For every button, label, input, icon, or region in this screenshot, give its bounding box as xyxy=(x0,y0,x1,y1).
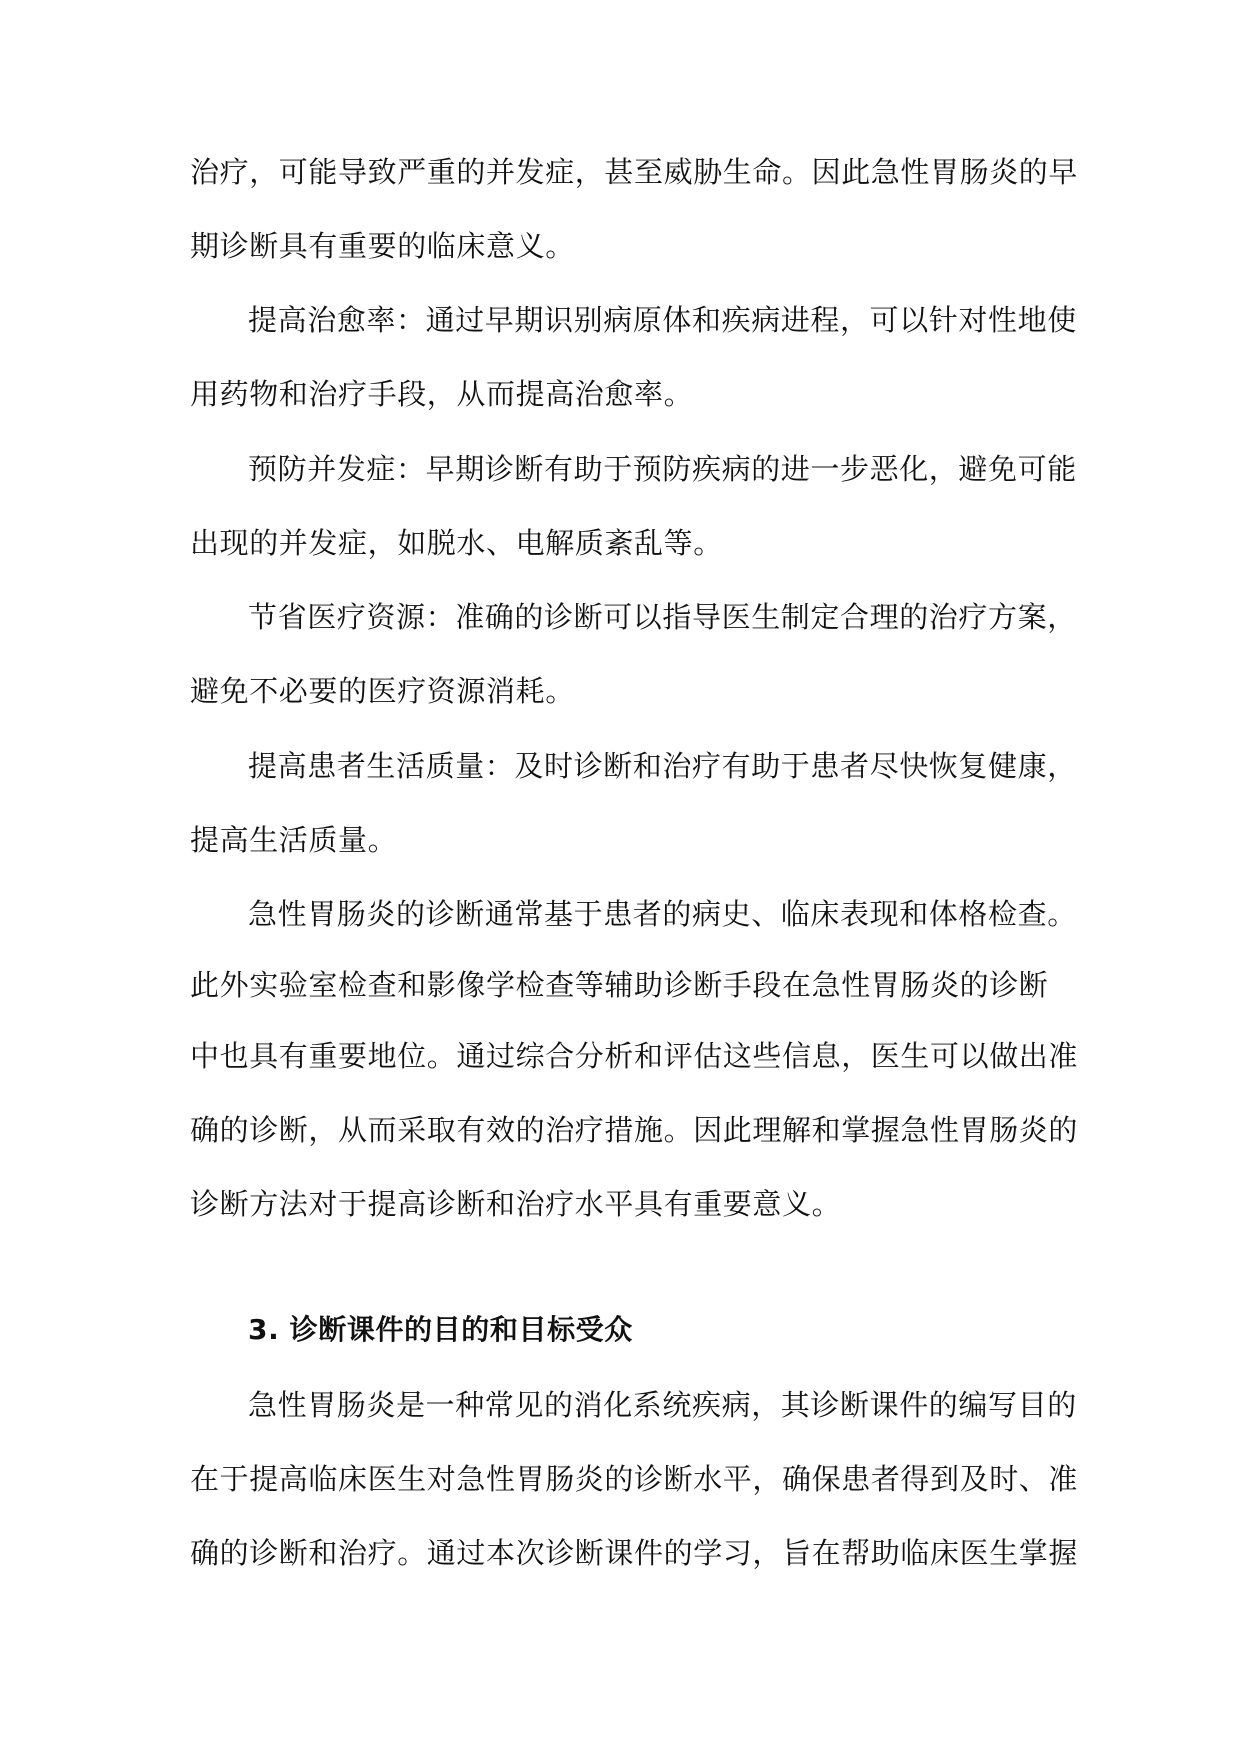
paragraph-line: 在于提高临床医生对急性胃肠炎的诊断水平，确保患者得到及时、准 xyxy=(190,1462,1079,1496)
paragraph-line: 确的诊断，从而采取有效的治疗措施。因此理解和掌握急性胃肠炎的 xyxy=(190,1113,1079,1147)
paragraph-line: 预防并发症：早期诊断有助于预防疾病的进一步恶化，避免可能 xyxy=(248,452,1077,486)
paragraph-line: 提高患者生活质量：及时诊断和治疗有助于患者尽快恢复健康， xyxy=(248,749,1077,783)
paragraph-line: 诊断方法对于提高诊断和治疗水平具有重要意义。 xyxy=(190,1187,842,1221)
paragraph-line: 避免不必要的医疗资源消耗。 xyxy=(190,674,575,708)
paragraph-line: 中也具有重要地位。通过综合分析和评估这些信息，医生可以做出准 xyxy=(190,1039,1079,1073)
paragraph-line: 急性胃肠炎是一种常见的消化系统疾病，其诊断课件的编写目的 xyxy=(248,1388,1077,1422)
paragraph-line: 确的诊断和治疗。通过本次诊断课件的学习，旨在帮助临床医生掌握 xyxy=(190,1536,1079,1570)
paragraph-line: 提高治愈率：通过早期识别病原体和疾病进程，可以针对性地使 xyxy=(248,303,1077,337)
paragraph-line: 出现的并发症，如脱水、电解质紊乱等。 xyxy=(190,526,723,560)
paragraph-line: 期诊断具有重要的临床意义。 xyxy=(190,229,575,263)
paragraph-line: 急性胃肠炎的诊断通常基于患者的病史、临床表现和体格检查。 xyxy=(248,897,1077,931)
paragraph-line: 治疗，可能导致严重的并发症，甚至威胁生命。因此急性胃肠炎的早 xyxy=(190,155,1079,189)
section-heading: 3. 诊断课件的目的和目标受众 xyxy=(248,1313,633,1346)
paragraph-line: 节省医疗资源：准确的诊断可以指导医生制定合理的治疗方案， xyxy=(248,600,1077,634)
paragraph-line: 用药物和治疗手段，从而提高治愈率。 xyxy=(190,377,694,411)
paragraph-line: 提高生活质量。 xyxy=(190,823,398,857)
paragraph-line: 此外实验室检查和影像学检查等辅助诊断手段在急性胃肠炎的诊断 xyxy=(190,968,1049,1002)
